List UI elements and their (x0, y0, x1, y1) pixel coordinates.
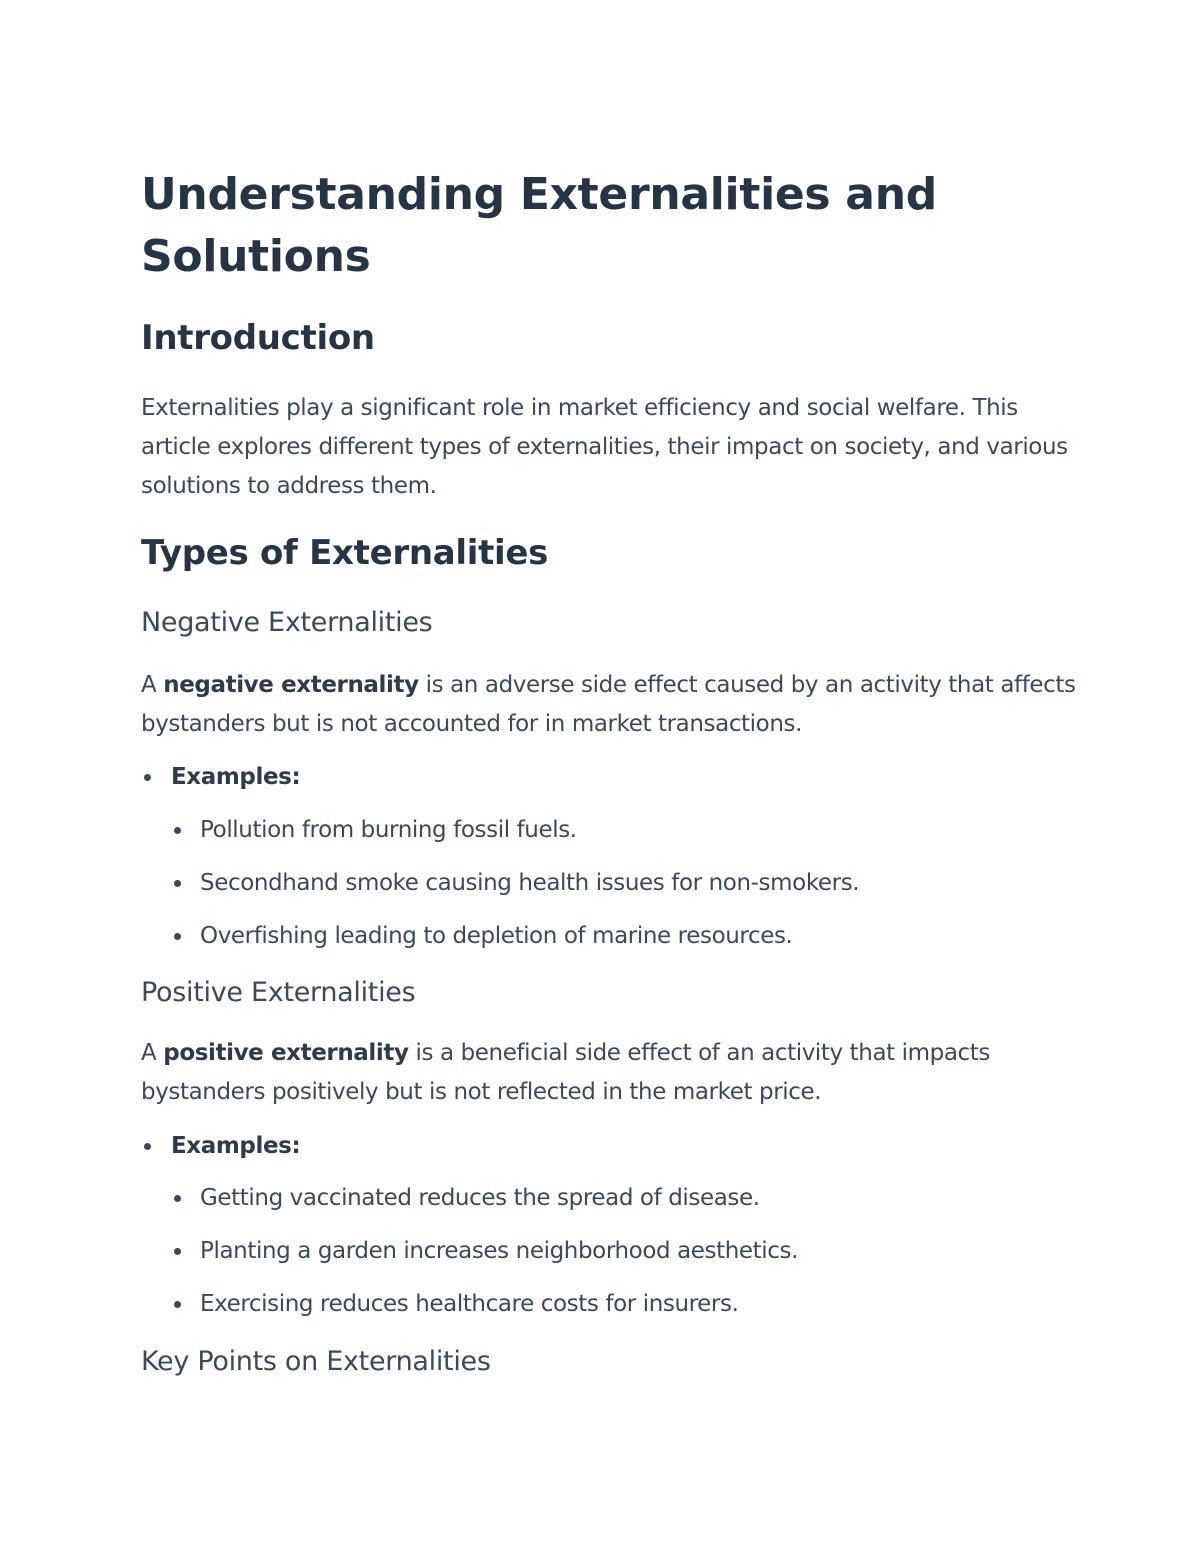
definition-term: negative externality (163, 672, 419, 698)
example-text: Exercising reduces healthcare costs for insurers. (200, 1291, 739, 1317)
negative-externality-definition (141, 666, 1081, 744)
bullet-icon (174, 827, 181, 834)
definition-lead: A (141, 672, 164, 698)
definition-rest: is a beneficial side effect of an activity that impacts bystanders positively but is not reflected in the market price. (141, 1040, 991, 1105)
bullet-icon (174, 880, 181, 887)
bullet-icon (174, 1248, 181, 1255)
document-title: Understanding Externalities and Solutions (141, 169, 937, 282)
bullet-icon (144, 1143, 151, 1150)
introduction-heading: Introduction (141, 318, 375, 358)
bullet-icon (174, 1301, 181, 1308)
bullet-icon (174, 933, 181, 940)
positive-externalities-heading: Positive Externalities (141, 977, 416, 1008)
bullet-icon (174, 1195, 181, 1202)
examples-label: Examples: (171, 1133, 301, 1159)
positive-externality-definition (141, 1034, 1081, 1112)
definition-lead: A (141, 1040, 164, 1066)
definition-rest: is an adverse side effect caused by an activity that affects bystanders but is not accounted for in market transactions. (141, 672, 1076, 737)
types-heading: Types of Externalities (141, 533, 549, 573)
definition-term: positive externality (163, 1040, 409, 1066)
examples-label: Examples: (171, 764, 301, 790)
example-text: Planting a garden increases neighborhood aesthetics. (200, 1238, 799, 1264)
example-text: Secondhand smoke causing health issues for non-smokers. (200, 870, 860, 896)
bullet-icon (144, 774, 151, 781)
negative-externalities-heading: Negative Externalities (141, 607, 433, 638)
key-points-heading: Key Points on Externalities (141, 1346, 491, 1377)
example-text: Getting vaccinated reduces the spread of disease. (200, 1185, 760, 1211)
introduction-paragraph: Externalities play a significant role in market efficiency and social welfare. This article explores different types of externalities, their impact on society, and various solutions to address them. (141, 395, 1068, 499)
example-text: Overfishing leading to depletion of marine resources. (200, 923, 793, 949)
example-text: Pollution from burning fossil fuels. (200, 817, 577, 843)
